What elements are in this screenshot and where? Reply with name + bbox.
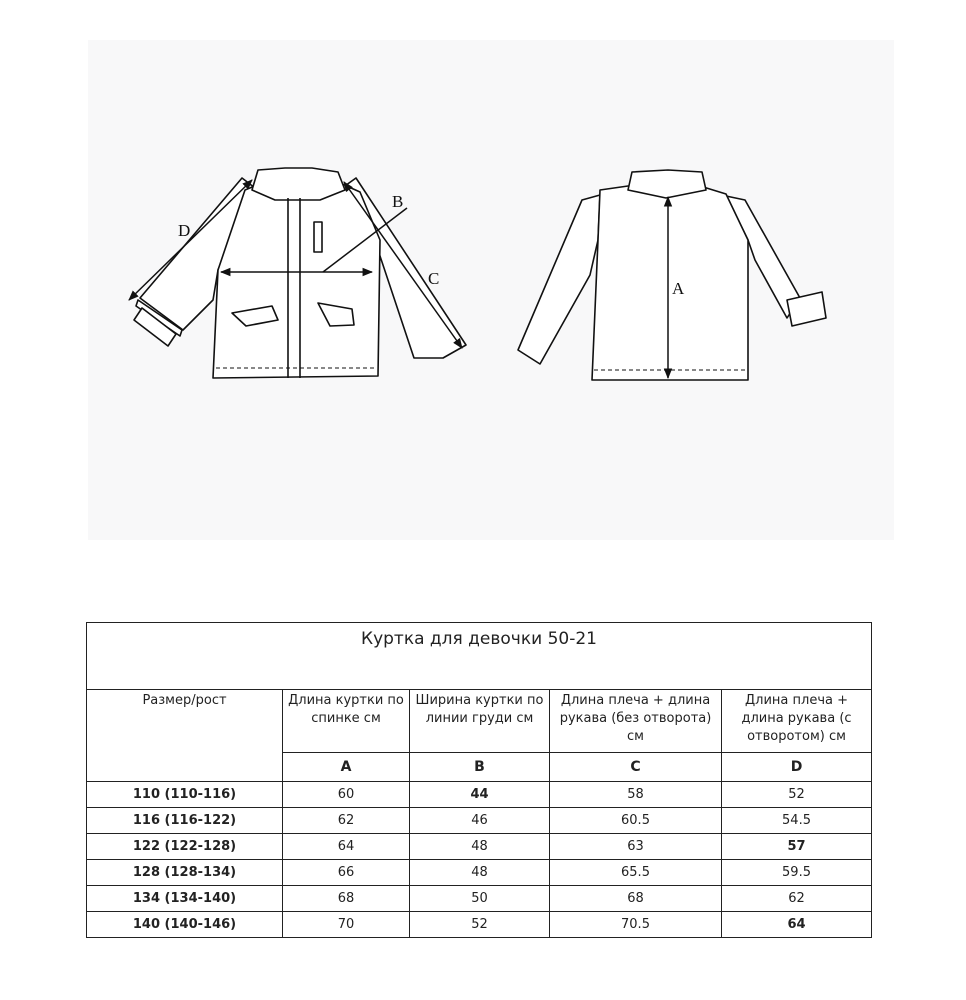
label-c: C xyxy=(428,269,440,288)
value-a-cell: 70 xyxy=(283,912,410,938)
jacket-back xyxy=(518,170,826,380)
value-a-cell: 60 xyxy=(283,782,410,808)
table-row xyxy=(87,912,872,938)
table-row xyxy=(87,782,872,808)
value-d-cell: 54.5 xyxy=(722,808,872,834)
back-body xyxy=(592,186,748,380)
value-c-cell: 68 xyxy=(550,886,722,912)
value-d-cell: 62 xyxy=(722,886,872,912)
size-cell: 134 (134-140) xyxy=(87,886,283,912)
header-d: Длина плеча + длина рукава (с отворотом) см xyxy=(722,690,872,753)
value-d-cell: 57 xyxy=(722,834,872,860)
value-a-cell: 64 xyxy=(283,834,410,860)
value-d-cell: 52 xyxy=(722,782,872,808)
table-row xyxy=(87,808,872,834)
value-b-cell: 52 xyxy=(410,912,550,938)
label-d: D xyxy=(178,221,191,240)
value-b-cell: 48 xyxy=(410,834,550,860)
front-collar xyxy=(252,168,345,200)
value-a-cell: 66 xyxy=(283,860,410,886)
value-c-cell: 58 xyxy=(550,782,722,808)
front-body xyxy=(213,183,380,378)
table-row xyxy=(87,886,872,912)
value-a-cell: 68 xyxy=(283,886,410,912)
size-cell: 116 (116-122) xyxy=(87,808,283,834)
label-b: B xyxy=(392,192,404,211)
size-cell: 128 (128-134) xyxy=(87,860,283,886)
header-size: Размер/рост xyxy=(87,690,283,782)
size-cell: 122 (122-128) xyxy=(87,834,283,860)
letter-c: C xyxy=(550,753,722,782)
value-b-cell: 48 xyxy=(410,860,550,886)
size-chart-table xyxy=(86,622,872,938)
header-b: Ширина куртки по линии груди см xyxy=(410,690,550,753)
value-c-cell: 70.5 xyxy=(550,912,722,938)
value-b-cell: 44 xyxy=(410,782,550,808)
header-c: Длина плеча + длина рукава (без отворота) см xyxy=(550,690,722,753)
value-d-cell: 64 xyxy=(722,912,872,938)
size-cell: 110 (110-116) xyxy=(87,782,283,808)
table-row xyxy=(87,834,872,860)
value-b-cell: 46 xyxy=(410,808,550,834)
letter-d: D xyxy=(722,753,872,782)
value-d-cell: 59.5 xyxy=(722,860,872,886)
value-a-cell: 62 xyxy=(283,808,410,834)
value-b-cell: 50 xyxy=(410,886,550,912)
letter-b: B xyxy=(410,753,550,782)
letter-a: A xyxy=(283,753,410,782)
label-a: A xyxy=(672,279,685,298)
value-c-cell: 63 xyxy=(550,834,722,860)
jacket-front xyxy=(134,168,466,378)
jacket-drawing-panel xyxy=(88,40,894,540)
value-c-cell: 60.5 xyxy=(550,808,722,834)
size-cell: 140 (140-146) xyxy=(87,912,283,938)
table-title: Куртка для девочки 50-21 xyxy=(87,623,872,690)
jacket-technical-drawing xyxy=(88,40,894,540)
value-c-cell: 65.5 xyxy=(550,860,722,886)
header-a: Длина куртки по спинке см xyxy=(283,690,410,753)
chest-pocket xyxy=(314,222,322,252)
table-row xyxy=(87,860,872,886)
